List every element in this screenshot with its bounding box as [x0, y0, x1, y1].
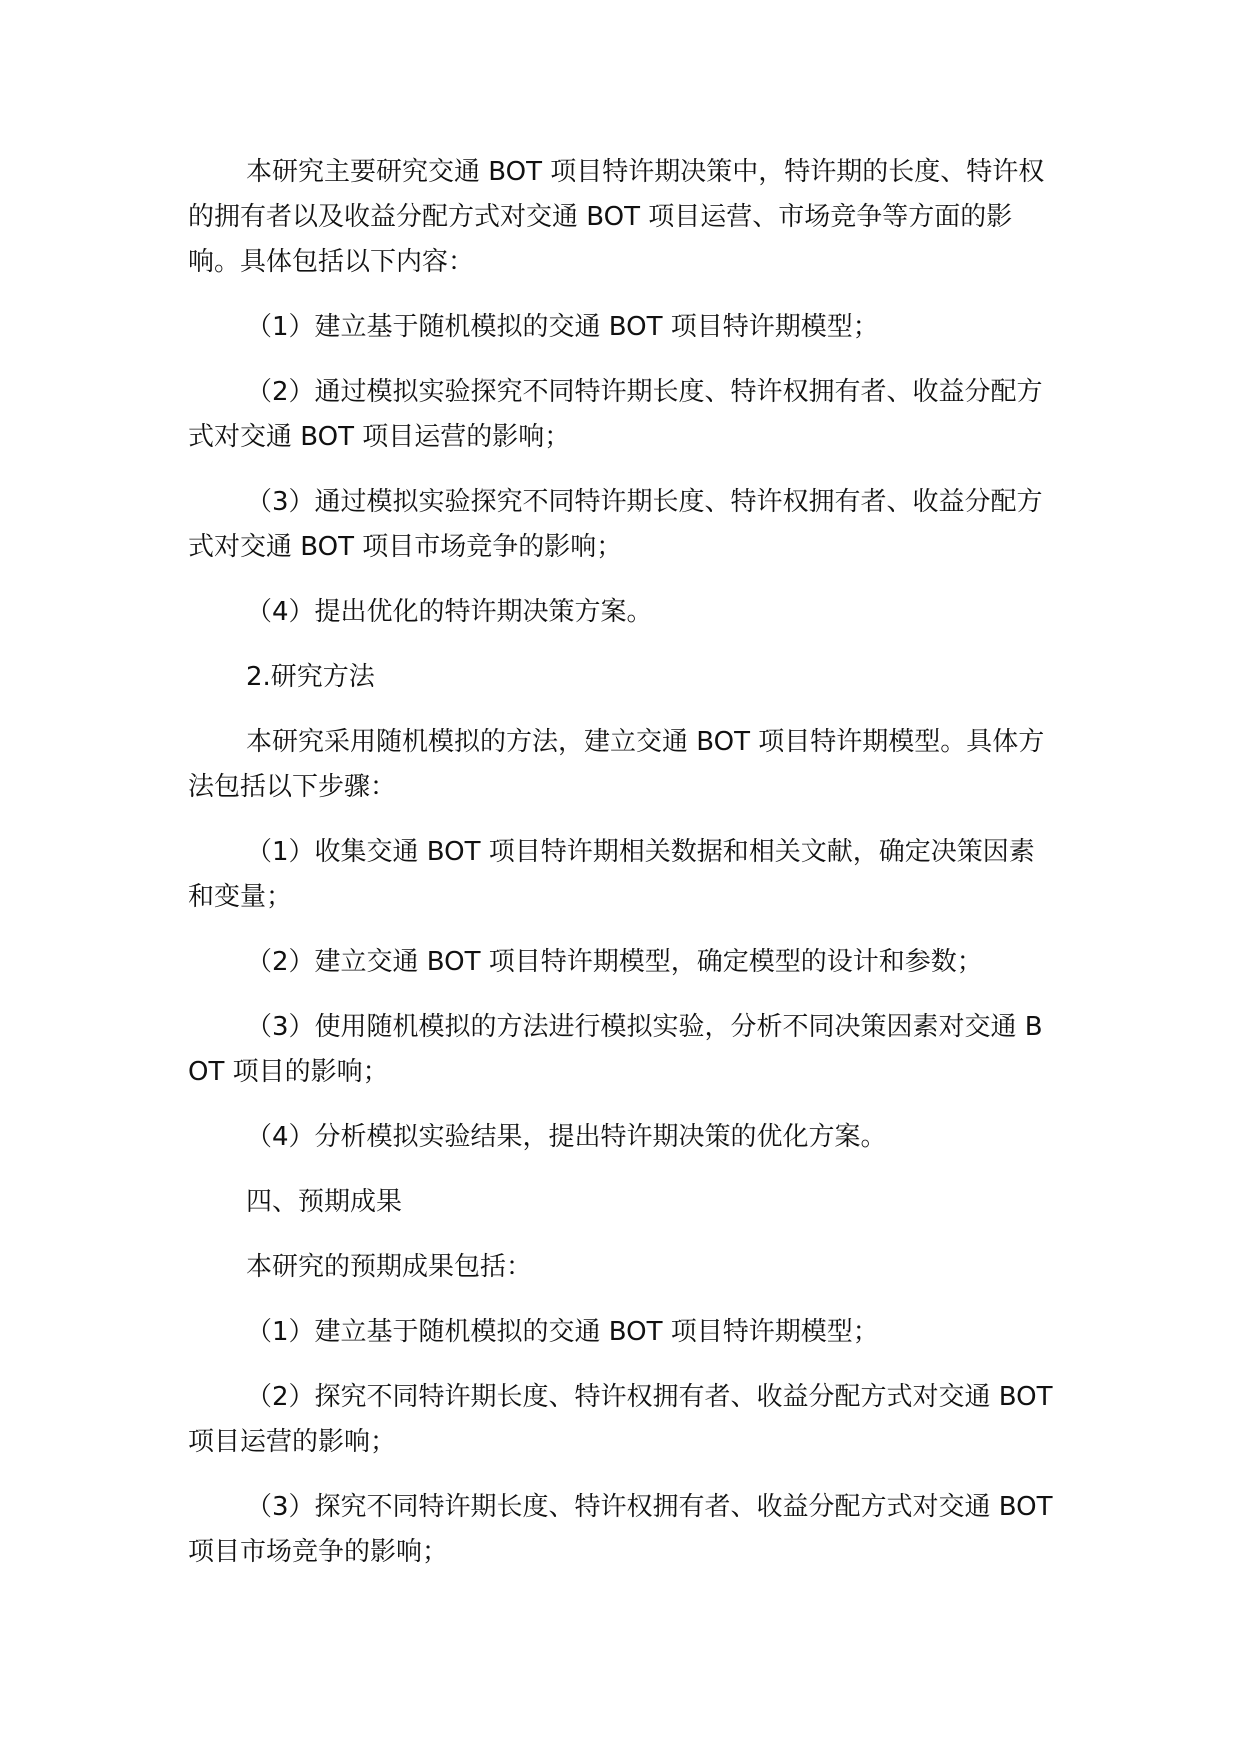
paragraph-outcome-1: （1）建立基于随机模拟的交通 BOT 项目特许期模型；: [246, 1317, 879, 1347]
paragraph-scope-intro: 本研究主要研究交通 BOT 项目特许期决策中，特许期的长度、特许权的拥有者以及收益分配方式对交通 BOT 项目运营、市场竞争等方面的影响。具体包括以下内容：: [188, 157, 1045, 277]
paragraph-outcome-3: （3）探究不同特许期长度、特许权拥有者、收益分配方式对交通 BOT 项目市场竞争的影响；: [188, 1492, 1053, 1567]
paragraph-method-step-1: （1）收集交通 BOT 项目特许期相关数据和相关文献，确定决策因素和变量；: [188, 837, 1035, 912]
paragraph-content-item-3: （3）通过模拟实验探究不同特许期长度、特许权拥有者、收益分配方式对交通 BOT 项目市场竞争的影响；: [188, 487, 1043, 562]
paragraph-content-item-2: （2）通过模拟实验探究不同特许期长度、特许权拥有者、收益分配方式对交通 BOT 项目运营的影响；: [188, 377, 1043, 452]
document-body: [188, 150, 1058, 1595]
paragraph-content-item-4: （4）提出优化的特许期决策方案。: [246, 597, 653, 627]
paragraph-outcome-2: （2）探究不同特许期长度、特许权拥有者、收益分配方式对交通 BOT 项目运营的影响；: [188, 1382, 1053, 1457]
paragraph-method-step-4: （4）分析模拟实验结果，提出特许期决策的优化方案。: [246, 1122, 887, 1152]
section-heading-method: 2.研究方法: [246, 662, 375, 692]
paragraph-method-intro: 本研究采用随机模拟的方法，建立交通 BOT 项目特许期模型。具体方法包括以下步骤：: [188, 727, 1045, 802]
paragraph-content-item-1: （1）建立基于随机模拟的交通 BOT 项目特许期模型；: [246, 312, 879, 342]
section-heading-outcomes: 四、预期成果: [246, 1187, 403, 1217]
paragraph-method-step-3: （3）使用随机模拟的方法进行模拟实验，分析不同决策因素对交通 BOT 项目的影响；: [188, 1012, 1043, 1087]
paragraph-method-step-2: （2）建立交通 BOT 项目特许期模型，确定模型的设计和参数；: [246, 947, 983, 977]
paragraph-outcomes-intro: 本研究的预期成果包括：: [246, 1252, 533, 1282]
